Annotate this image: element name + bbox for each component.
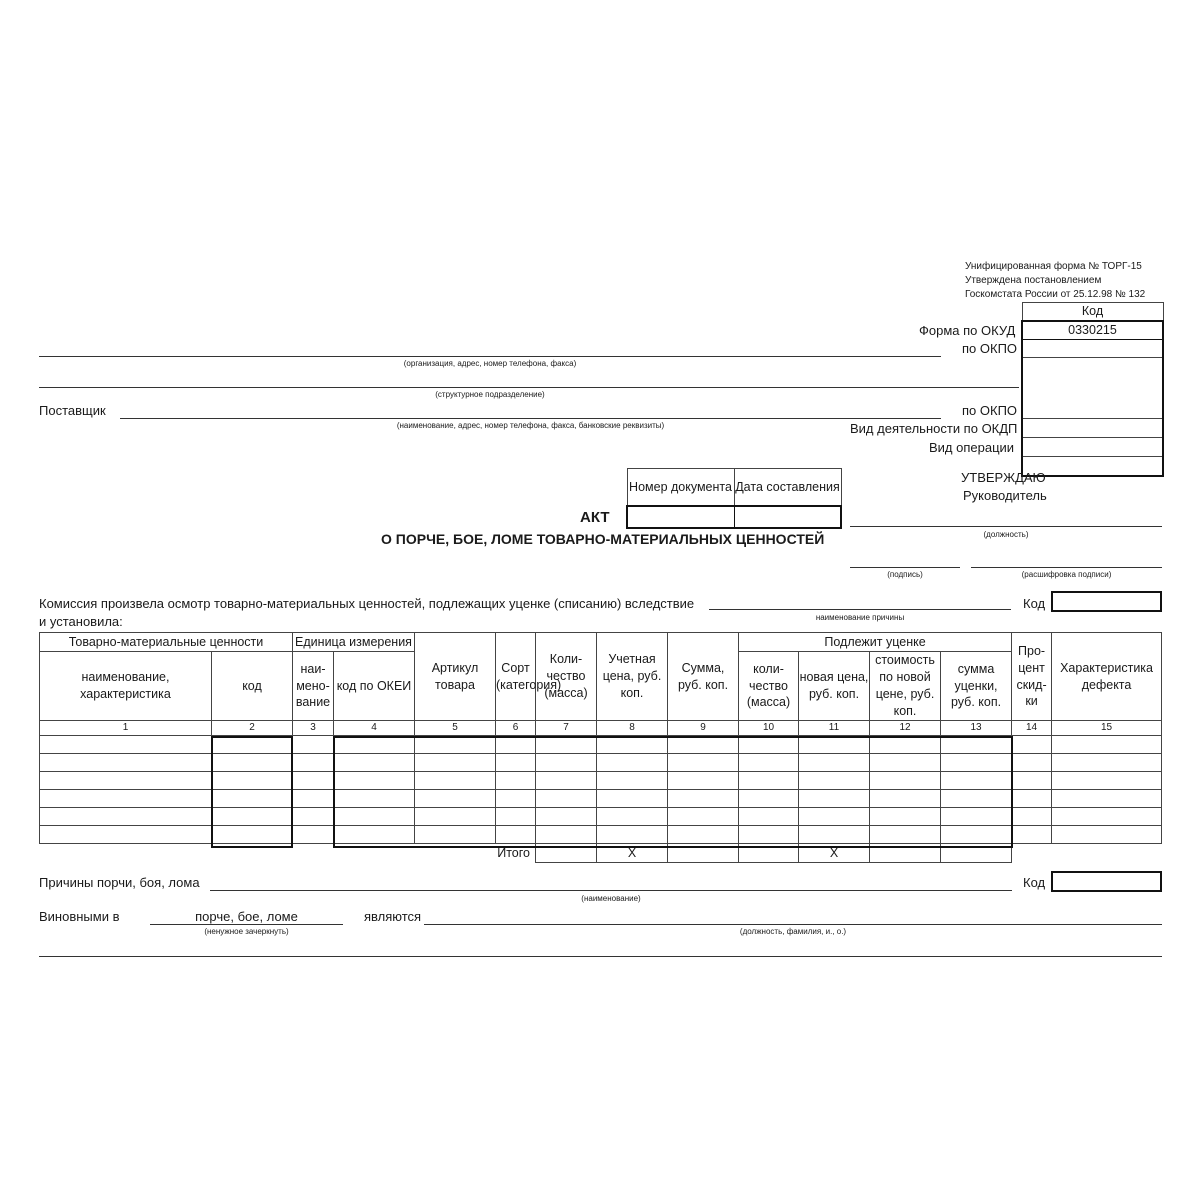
table-cell[interactable]	[40, 754, 212, 772]
column-number: 12	[870, 721, 941, 736]
commission-code-field[interactable]	[1051, 591, 1162, 612]
col-discount-header: Про-цент скид-ки	[1012, 633, 1052, 721]
code-header: Код	[1022, 303, 1163, 322]
table-cell[interactable]	[293, 790, 334, 808]
doc-number-header: Номер документа	[627, 469, 734, 507]
division-line[interactable]	[39, 387, 1019, 388]
supplier-caption: (наименование, адрес, номер телефона, факса, банковские реквизиты)	[396, 421, 665, 430]
table-cell[interactable]	[40, 736, 212, 754]
table-cell[interactable]	[40, 826, 212, 844]
column-number: 9	[668, 721, 739, 736]
table-cell[interactable]	[293, 736, 334, 754]
group-unit-header: Единица измерения	[293, 633, 415, 652]
head-label: Руководитель	[963, 488, 1047, 503]
reason-line[interactable]	[709, 609, 1011, 610]
col-code-header: код	[212, 652, 293, 721]
form-designation: Унифицированная форма № ТОРГ-15	[965, 261, 1142, 272]
code-column-frame	[211, 736, 293, 848]
okdp-value[interactable]	[1022, 438, 1163, 457]
division-caption: (структурное подразделение)	[435, 390, 545, 399]
col-okei-header: код по ОКЕИ	[334, 652, 415, 721]
col-name-header: наименование, характеристика	[40, 652, 212, 721]
guilty-value: порче, бое, ломе	[195, 909, 298, 924]
operation-label: Вид операции	[929, 440, 1015, 455]
organization-line[interactable]	[39, 356, 941, 357]
total-mk-price-x: Х	[799, 844, 870, 863]
guilty-label: Виновными в	[39, 909, 120, 924]
column-number: 1	[40, 721, 212, 736]
table-cell[interactable]	[1052, 826, 1162, 844]
supplier-label: Поставщик	[39, 403, 106, 418]
okud-value[interactable]: 0330215	[1022, 321, 1163, 340]
group-goods-header: Товарно-материальные ценности	[40, 633, 293, 652]
commission-text: Комиссия произвела осмотр товарно-материальных ценностей, подлежащих уценке (списанию) вследствие	[39, 596, 695, 611]
table-cell[interactable]	[1012, 790, 1052, 808]
data-block-frame	[333, 736, 1013, 848]
persons-line-2[interactable]	[39, 956, 1162, 957]
column-number: 15	[1052, 721, 1162, 736]
column-number: 10	[739, 721, 799, 736]
total-label: Итого	[497, 845, 530, 860]
position-line[interactable]	[850, 526, 1162, 527]
code-table	[1021, 302, 1164, 477]
act-title: АКТ	[580, 509, 610, 526]
table-cell[interactable]	[1012, 826, 1052, 844]
col-mk-price-header: новая цена, руб. коп.	[799, 652, 870, 721]
persons-line[interactable]	[424, 924, 1162, 925]
table-cell[interactable]	[1052, 790, 1162, 808]
table-cell[interactable]	[1012, 772, 1052, 790]
reasons-code-field[interactable]	[1051, 871, 1162, 892]
column-number: 14	[1012, 721, 1052, 736]
okdp-label: Вид деятельности по ОКДП	[850, 421, 1018, 436]
col-sum-header: Сумма, руб. коп.	[668, 633, 739, 721]
supplier-okpo-value[interactable]	[1022, 419, 1163, 438]
col-mk-qty-header: коли-чество (масса)	[739, 652, 799, 721]
group-markdown-header: Подлежит уценке	[739, 633, 1012, 652]
col-qty-header: Коли-чество (масса)	[536, 633, 597, 721]
form-approval-source: Госкомстата России от 25.12.98 № 132	[965, 289, 1146, 300]
table-cell[interactable]	[293, 772, 334, 790]
column-number: 13	[941, 721, 1012, 736]
col-article-header: Артикул товара	[415, 633, 496, 721]
table-cell[interactable]	[1052, 754, 1162, 772]
act-subtitle: О ПОРЧЕ, БОЕ, ЛОМЕ ТОВАРНО-МАТЕРИАЛЬНЫХ ЦЕННОСТЕЙ	[381, 531, 825, 547]
persons-caption: (должность, фамилия, и., о.)	[739, 927, 847, 936]
table-cell[interactable]	[293, 754, 334, 772]
doc-number-table	[626, 468, 842, 529]
reasons-line[interactable]	[210, 890, 1012, 891]
table-cell[interactable]	[1052, 772, 1162, 790]
decoding-caption: (расшифровка подписи)	[1021, 570, 1112, 579]
signature-caption: (подпись)	[887, 570, 923, 579]
column-number: 5	[415, 721, 496, 736]
division-code-value[interactable]	[1022, 358, 1163, 419]
okpo-value[interactable]	[1022, 340, 1163, 358]
commission-text-2: и установила:	[39, 614, 123, 629]
col-price-header: Учетная цена, руб. коп.	[597, 633, 668, 721]
table-cell[interactable]	[40, 790, 212, 808]
column-number: 11	[799, 721, 870, 736]
col-unit-name-header: наи-мено-вание	[293, 652, 334, 721]
column-number: 3	[293, 721, 334, 736]
okpo-label: по ОКПО	[962, 341, 1018, 356]
organization-caption: (организация, адрес, номер телефона, факса)	[403, 359, 577, 368]
reason-caption: наименование причины	[815, 613, 905, 622]
table-cell[interactable]	[1052, 808, 1162, 826]
column-number: 2	[212, 721, 293, 736]
column-number: 6	[496, 721, 536, 736]
decoding-line[interactable]	[971, 567, 1162, 568]
signature-line[interactable]	[850, 567, 960, 568]
guilty-caption: (ненужное зачеркнуть)	[204, 927, 289, 936]
table-cell[interactable]	[40, 772, 212, 790]
supplier-line[interactable]	[120, 418, 941, 419]
column-numbers-row	[40, 721, 1162, 736]
form-approval-line: Утверждена постановлением	[965, 275, 1102, 286]
okud-label: Форма по ОКУД	[919, 323, 1016, 338]
reasons-code-label: Код	[1023, 875, 1046, 890]
table-cell[interactable]	[1052, 736, 1162, 754]
total-price-x: Х	[597, 844, 668, 863]
col-mk-cost-header: стоимость по новой цене, руб. коп.	[870, 652, 941, 721]
doc-date-value[interactable]	[734, 506, 841, 528]
table-cell[interactable]	[1012, 808, 1052, 826]
commission-code-label: Код	[1023, 596, 1046, 611]
doc-number-value[interactable]	[627, 506, 734, 528]
col-mk-sum-header: сумма уценки, руб. коп.	[941, 652, 1012, 721]
table-cell[interactable]	[1012, 754, 1052, 772]
column-number: 7	[536, 721, 597, 736]
col-defect-header: Характеристика дефекта	[1052, 633, 1162, 721]
table-cell[interactable]	[293, 826, 334, 844]
approve-label: УТВЕРЖДАЮ	[961, 470, 1046, 485]
table-cell[interactable]	[40, 808, 212, 826]
reasons-label: Причины порчи, боя, лома	[39, 875, 200, 890]
table-cell[interactable]	[1012, 736, 1052, 754]
column-number: 8	[597, 721, 668, 736]
supplier-okpo-label: по ОКПО	[962, 403, 1018, 418]
reasons-caption: (наименование)	[581, 894, 641, 903]
table-cell[interactable]	[293, 808, 334, 826]
column-number: 4	[334, 721, 415, 736]
doc-date-header: Дата составления	[734, 469, 841, 507]
col-grade-header: Сорт (категория)	[496, 633, 536, 721]
guilty-line	[150, 924, 343, 925]
position-caption: (должность)	[983, 530, 1029, 539]
are-label: являются	[364, 909, 422, 924]
